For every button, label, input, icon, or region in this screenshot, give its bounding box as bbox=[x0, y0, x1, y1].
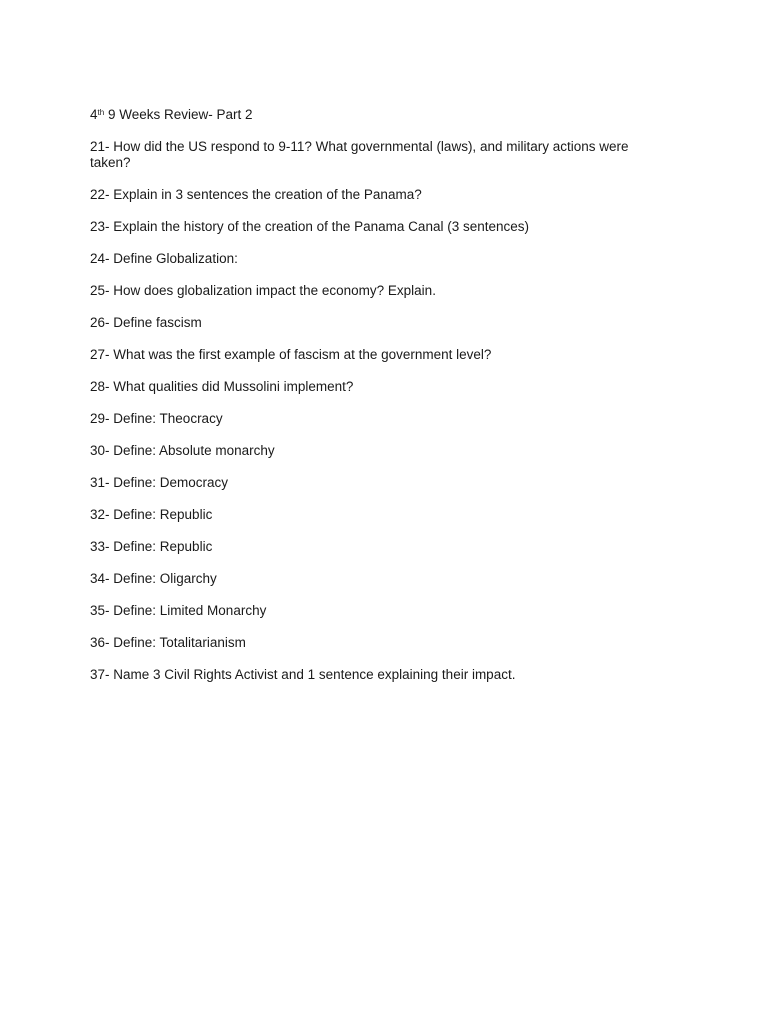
document-title bbox=[90, 107, 650, 123]
question-31: 31- Define: Democracy bbox=[90, 475, 229, 490]
question-33: 33- Define: Republic bbox=[90, 539, 213, 554]
document-content bbox=[90, 107, 650, 699]
question-25: 25- How does globalization impact the economy? Explain. bbox=[90, 283, 436, 298]
question-26: 26- Define fascism bbox=[90, 315, 202, 330]
question-22: 22- Explain in 3 sentences the creation of the Panama? bbox=[90, 187, 422, 202]
question-29: 29- Define: Theocracy bbox=[90, 411, 223, 426]
question-21: 21- How did the US respond to 9-11? What governmental (laws), and military actions were taken? bbox=[90, 139, 629, 170]
question-36: 36- Define: Totalitarianism bbox=[90, 635, 246, 650]
question-34: 34- Define: Oligarchy bbox=[90, 571, 217, 586]
title-prefix: 4 bbox=[90, 107, 98, 122]
question-24: 24- Define Globalization: bbox=[90, 251, 238, 266]
question-35: 35- Define: Limited Monarchy bbox=[90, 603, 267, 618]
question-30: 30- Define: Absolute monarchy bbox=[90, 443, 275, 458]
question-23: 23- Explain the history of the creation of the Panama Canal (3 sentences) bbox=[90, 219, 530, 234]
question-28: 28- What qualities did Mussolini implement? bbox=[90, 379, 354, 394]
title-rest: 9 Weeks Review- Part 2 bbox=[104, 107, 253, 122]
question-32: 32- Define: Republic bbox=[90, 507, 213, 522]
question-27: 27- What was the first example of fascism at the government level? bbox=[90, 347, 492, 362]
title-superscript: th bbox=[97, 108, 105, 117]
question-37: 37- Name 3 Civil Rights Activist and 1 sentence explaining their impact. bbox=[90, 667, 516, 682]
